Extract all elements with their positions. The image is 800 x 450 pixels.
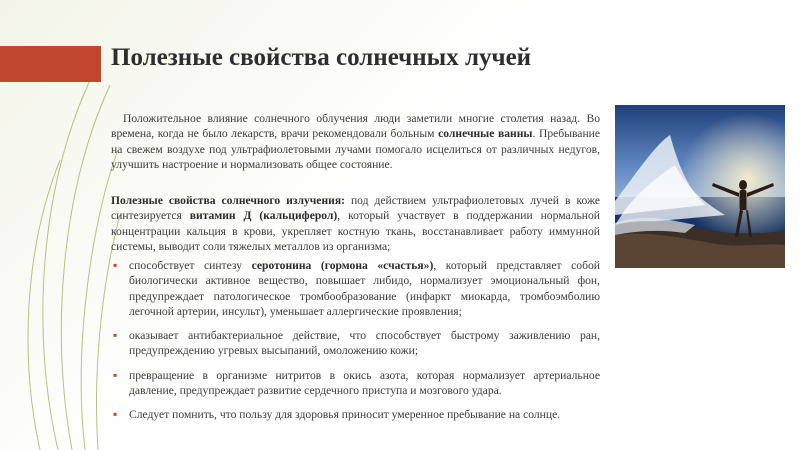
bullet-icon: ▪: [113, 328, 118, 343]
slide-title: Полезные свойства солнечных лучей: [111, 44, 532, 71]
photo-illustration: [615, 105, 785, 268]
properties-text-2: , который участвует в поддержании нормальной концентрации кальция в крови, укрепляет костную ткань, восстанавливает работу иммунной системы, выводит соли тяжелых металлов из организма;: [111, 209, 600, 253]
intro-text-end: . Пребывание на свежем воздухе под ультрафиолетовыми лучами помогало исцелиться от различных недугов, улучшить настроение и нормализовать общее состояние.: [111, 127, 601, 171]
list-item-text-start: способствует синтезу: [129, 259, 252, 272]
intro-bold-term: солнечные ванны: [438, 127, 533, 141]
title-accent-bar: [0, 46, 101, 82]
list-item: [111, 368, 600, 399]
list-item-text: Следует помнить, что пользу для здоровья приносит умеренное пребывание на солнце.: [129, 408, 561, 422]
list-item: [111, 328, 600, 359]
properties-lead: Полезные свойства солнечного излучения:: [111, 194, 345, 207]
list-item-text: превращение в организме нитритов в окись азота, которая нормализует артериальное давление, предупреждает развитие сердечного приступа и мозгового удара.: [129, 368, 600, 398]
vitamin-term: витамин Д (кальциферол): [189, 209, 338, 223]
benefits-list: [111, 258, 600, 432]
intro-text-start: Положительное влияние солнечного облучения люди заметили многие столетия назад. Во времена, когда не было лекарств, врачи рекомендовали больным: [111, 112, 600, 141]
list-item: [111, 407, 600, 422]
properties-paragraph: [111, 193, 600, 254]
list-item-text-end: , который представляет собой биологически активное вещество, повышает либидо, нормализует эмоциональный фон, предупреждает патологическое тромбообразование (инфаркт миокарда, тромбоэмболию легочной артерии, инсульт), уменьшает аллергические проявления;: [129, 259, 601, 318]
list-item-text: оказывает антибактериальное действие, что способствует быстрому заживлению ран, предупреждению угревых высыпаний, омоложению кожи;: [129, 329, 600, 358]
properties-text-1: под действием ультрафиолетовых лучей в коже синтезируется: [111, 194, 600, 223]
bullet-icon: ▪: [113, 258, 118, 272]
beach-wave-person-photo: [615, 105, 785, 268]
list-item: [111, 258, 600, 319]
bullet-icon: ▪: [113, 407, 118, 422]
serotonin-term: серотонина (гормона «счастья»): [251, 259, 434, 272]
bullet-icon: ▪: [113, 367, 118, 382]
intro-paragraph: [111, 111, 600, 172]
